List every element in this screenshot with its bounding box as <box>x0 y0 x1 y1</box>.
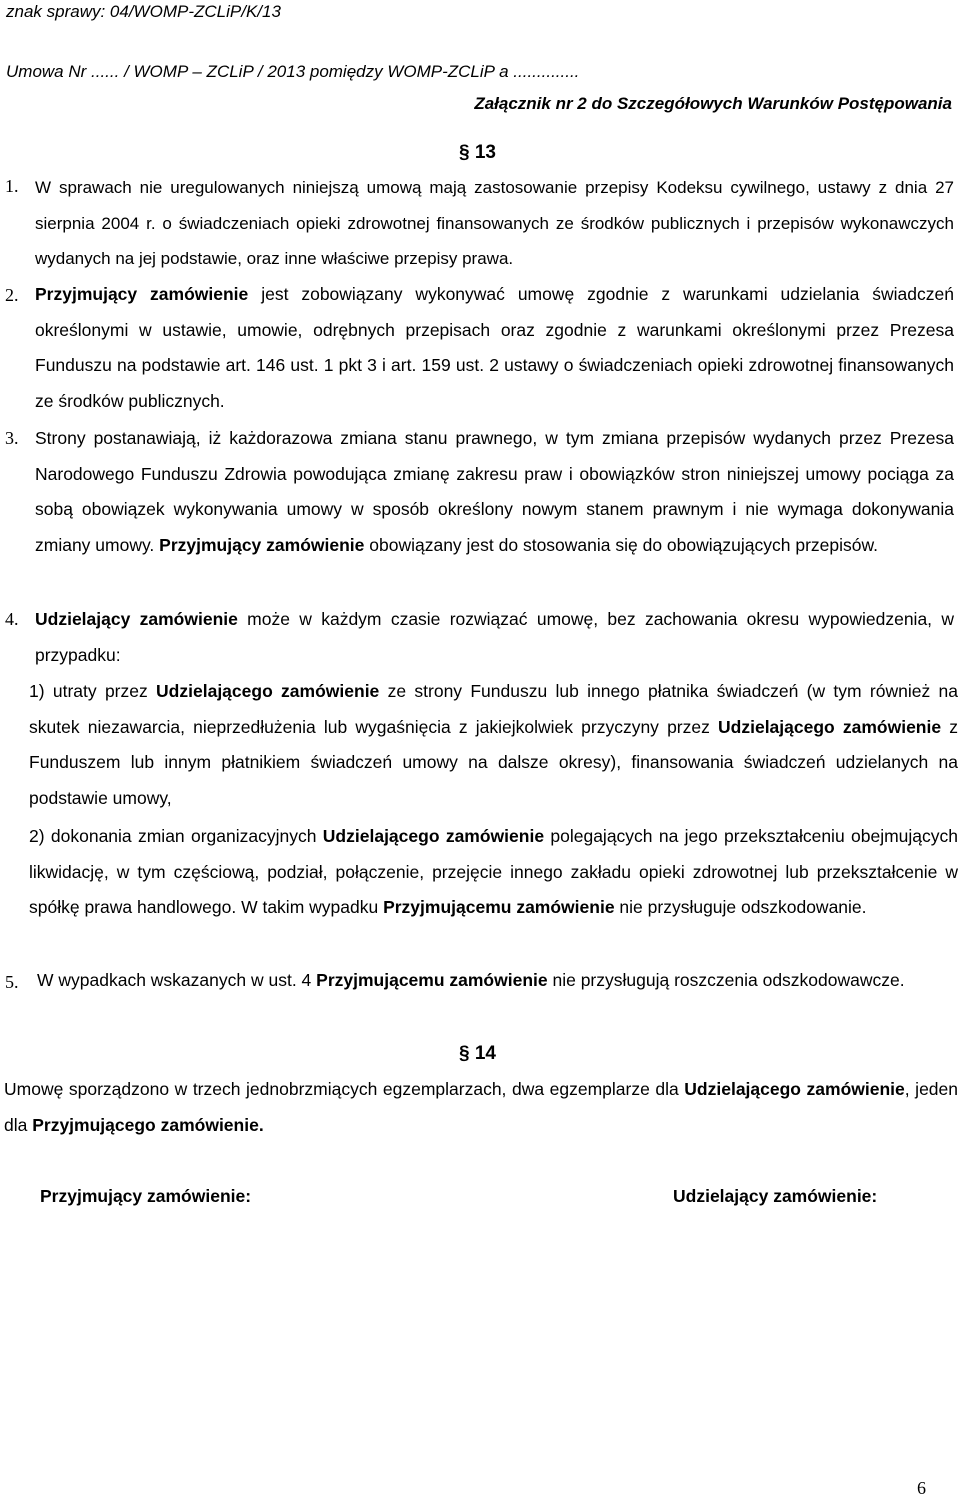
paragraph-4-item-2 <box>29 819 958 926</box>
paragraph-2-text: jest zobowiązany wykonywać umowę zgodnie z warunkami udzielania świadczeń określonymi w ustawie, umowie, odrębnych przepisach oraz zgodnie z warunkami określonymi przez Prezesa Funduszu na podstawie art. 146 ust. 1 pkt 3 i art. 159 ust. 2 ustawy o świadczeniach opieki zdrowotnej finansowanych ze środków publicznych. <box>35 284 954 411</box>
item-1-text-c: z Funduszem lub innym płatnikiem świadczeń umowy na dalsze okresy), finansowania świadczeń udzielanych na podstawie umowy, <box>29 716 958 808</box>
section-14-paragraph <box>4 1072 958 1143</box>
signature-ordering-party: Udzielający zamówienie: <box>673 1186 878 1206</box>
paragraph-4-text: może w każdym czasie rozwiązać umowę, bez zachowania okresu wypowiedzenia, w przypadku: <box>35 609 954 665</box>
signature-contractor: Przyjmujący zamówienie: <box>40 1186 252 1206</box>
section-13-heading: § 13 <box>459 142 496 163</box>
paragraph-3-number: 3. <box>5 428 19 448</box>
party-name: Przyjmującego zamówienie. <box>32 1114 264 1135</box>
party-name: Udzielającego zamówienie <box>684 1079 905 1099</box>
party-name: Udzielającego zamówienie <box>322 826 545 846</box>
item-1-text-a: 1) utraty przez <box>29 681 157 701</box>
party-name: Udzielającego zamówienie <box>718 716 942 737</box>
section-14-text-a: Umowę sporządzono w trzech jednobrzmiących egzemplarzach, dwa egzemplarze dla <box>4 1079 685 1099</box>
paragraph-5-number: 5. <box>5 972 19 992</box>
party-name: Przyjmującemu zamówienie <box>383 897 615 917</box>
party-name: Przyjmujący zamówienie <box>35 284 249 304</box>
item-2-text-a: 2) dokonania zmian organizacyjnych <box>29 826 323 846</box>
paragraph-3-text-a: Strony postanawiają, iż każdorazowa zmiana stanu prawnego, w tym zmiana przepisów wydanych przez Prezesa Narodowego Funduszu Zdrowia powodująca zmianę zakresu praw i obowiązków stron niniejszej umowy pociąga za sobą obowiązek wykonywania umowy w sposób określony nowym stanem prawnym i nie wymaga dokonywania zmiany umowy. <box>35 428 954 555</box>
party-name: Przyjmujący zamówienie <box>159 534 365 555</box>
page-number: 6 <box>917 1478 926 1498</box>
paragraph-1-number: 1. <box>5 176 19 196</box>
item-2-text-c: nie przysługuje odszkodowanie. <box>614 897 867 917</box>
paragraph-4 <box>35 602 954 673</box>
paragraph-2 <box>35 277 954 419</box>
paragraph-2-number: 2. <box>5 285 19 305</box>
paragraph-3 <box>35 421 954 563</box>
party-name: Przyjmującemu zamówienie <box>316 970 548 990</box>
case-signature: znak sprawy: 04/WOMP-ZCLiP/K/13 <box>6 2 281 21</box>
paragraph-5-text-b: nie przysługują roszczenia odszkodowawcze. <box>547 970 905 990</box>
paragraph-4-number: 4. <box>5 609 19 629</box>
item-2-text-b: polegających na jego przekształceniu obejmujących likwidację, w tym częściową, podział, połączenie, przejęcie innego zakładu opieki zdrowotnej lub przekształcenie w spółkę prawa handlowego. W takim wypadku <box>29 826 958 917</box>
party-name: Udzielającego zamówienie <box>156 681 380 701</box>
section-14-heading: § 14 <box>459 1043 496 1064</box>
paragraph-5 <box>37 963 954 999</box>
paragraph-5-text-a: W wypadkach wskazanych w ust. 4 <box>37 970 317 990</box>
paragraph-1: W sprawach nie uregulowanych niniejszą umową mają zastosowanie przepisy Kodeksu cywilnego, ustawy z dnia 27 sierpnia 2004 r. o świadczeniach opieki zdrowotnej finansowanych ze środków publicznych i przepisów wykonawczych wydanych na jej podstawie, oraz inne właściwe przepisy prawa. <box>35 178 954 268</box>
paragraph-4-item-1 <box>29 674 958 816</box>
party-name: Udzielający zamówienie <box>35 609 238 629</box>
contract-title: Umowa Nr ...... / WOMP – ZCLiP / 2013 pomiędzy WOMP-ZCLiP a .............. <box>6 62 580 81</box>
section-14-text-b: , jeden dla <box>4 1079 958 1135</box>
paragraph-3-text-b: obowiązany jest do stosowania się do obowiązujących przepisów. <box>364 534 879 555</box>
attachment-label: Załącznik nr 2 do Szczegółowych Warunków Postępowania <box>474 94 952 113</box>
item-1-text-b: ze strony Funduszu lub innego płatnika świadczeń (w tym również na skutek niezawarcia, nieprzedłużenia lub wygaśnięcia z jakiejkolwiek przyczyny przez <box>29 681 959 737</box>
